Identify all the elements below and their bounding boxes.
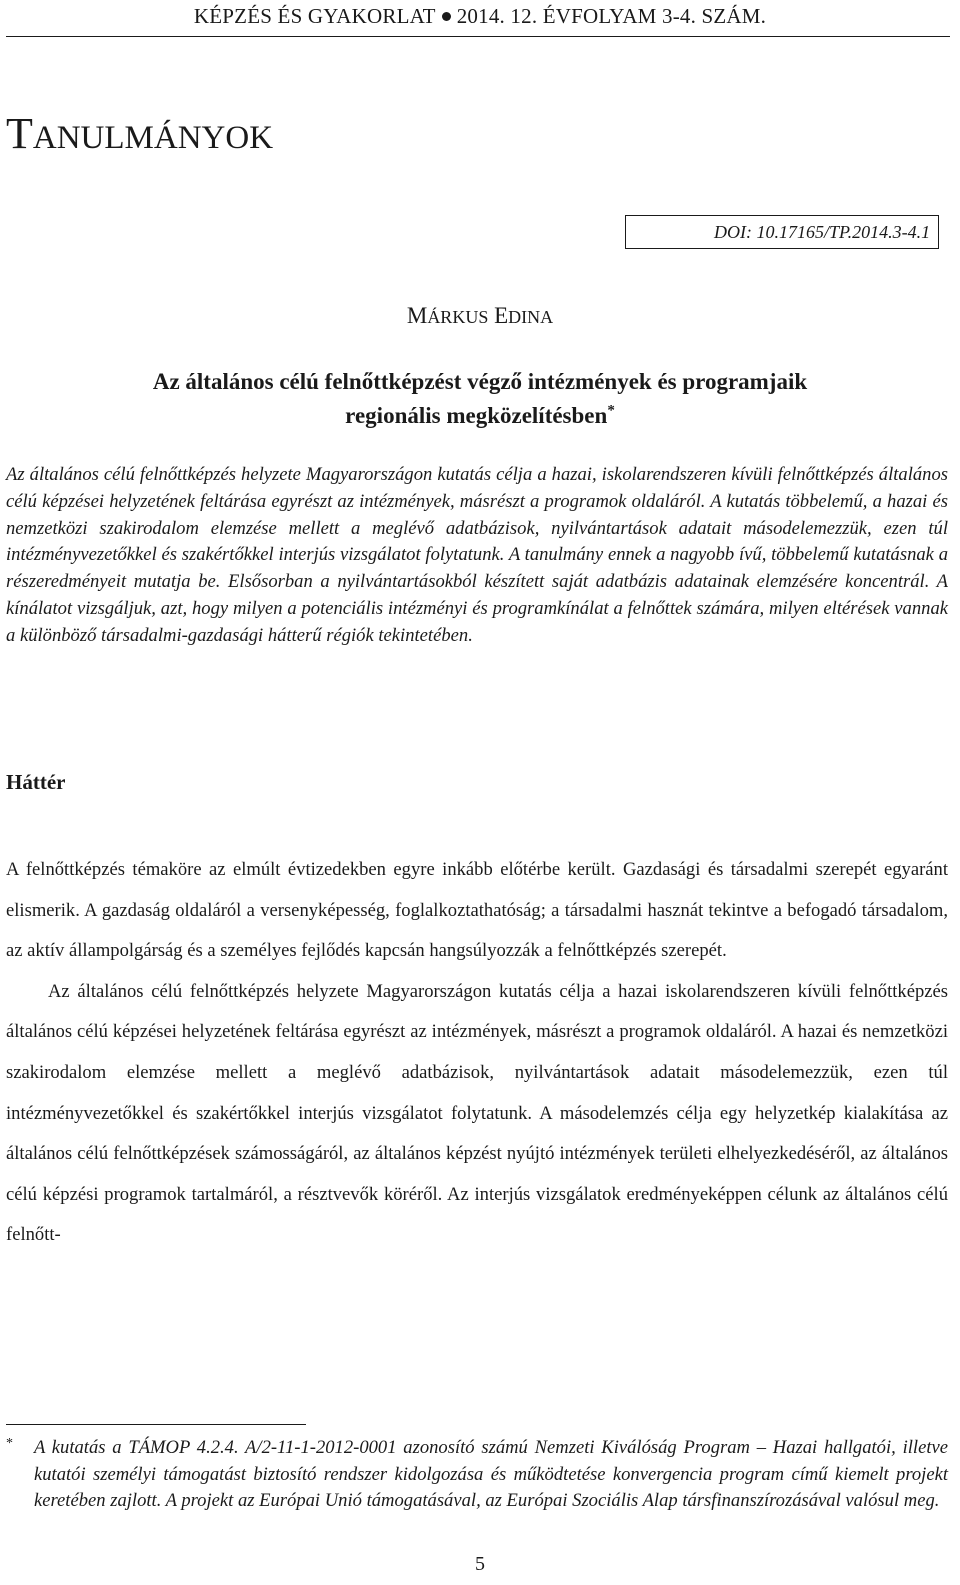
bullet-separator-icon <box>442 12 451 21</box>
body-text <box>6 850 948 1256</box>
doi-text: DOI: 10.17165/TP.2014.3-4.1 <box>714 222 931 242</box>
title-footnote-marker[interactable]: * <box>607 402 615 419</box>
footnote <box>6 1435 948 1515</box>
article-title-line1: Az általános célú felnőttképzést végző intézmények és programjaik <box>152 369 808 394</box>
footnote-text: A kutatás a TÁMOP 4.2.4. A/2-11-1-2012-0001 azonosító számú Nemzeti Kiválóság Program – Hazai hallgatói, illetve kutatói személyi támogatást biztosító rendszer kidolgozása és működtetése konvergencia program című kiemelt projekt keretében zajlott. A projekt az Európai Unió támogatásával, az Európai Szociális Alap társfinanszírozásával valósul meg. <box>34 1437 948 1512</box>
author-last-initial: E <box>494 303 509 328</box>
journal-name: KÉPZÉS ÉS GYAKORLAT <box>193 4 436 28</box>
footnote-marker: * <box>6 1436 13 1451</box>
body-paragraph-1: A felnőttképzés témaköre az elmúlt évtizedekben egyre inkább előtérbe került. Gazdasági és társadalmi szerepét egyaránt elismerik. A gazdaság oldaláról a versenyképesség, foglalkoztathatóság; a társadalmi hasznát tekintve a befogadó társadalom, az aktív állampolgárság és a személyes fejlődés kapcsán hangsúlyozzák a felnőttképzés szerepét. <box>6 859 948 962</box>
running-header <box>0 4 960 29</box>
article-title-line2-text: regionális megközelítésben <box>345 403 608 428</box>
author-first-initial: M <box>406 303 428 328</box>
section-title-rest: ANULMÁNYOK <box>32 120 274 156</box>
author-name <box>0 301 960 332</box>
doi-box <box>625 215 939 249</box>
article-title-line2 <box>0 399 960 433</box>
abstract: Az általános célú felnőttképzés helyzete Magyarországon kutatás célja a hazai, iskolarendszeren kívüli felnőttképzés általános célú képzései helyzetének feltárása egyrészt az intézmények, másrészt a programok oldaláról. A kutatás többelemű, a hazai és nemzetközi szakirodalom elemzése mellett a meglévő adatbázisok, nyilvántartások adatait másodelemezzük, ezen túl intézményvezetőkkel és szakértőkkel interjús vizsgálatot folytatunk. A tanulmány ennek a nagyobb ívű, többelemű kutatásnak a részeredményeit mutatja be. Elsősorban a nyilvántartásokból készített saját adatbázis adatainak elemzésére koncentrál. A kínálatot vizsgáljuk, azt, hogy milyen a potenciális intézményi és programkínálat a felnőttek számára, milyen eltérések vannak a különböző társadalmi-gazdasági hátterű régiók tekintetében. <box>6 464 948 646</box>
issue-info: 2014. 12. ÉVFOLYAM 3-4. SZÁM. <box>456 4 767 28</box>
header-rule <box>6 36 950 37</box>
section-heading-background: Háttér <box>6 770 66 794</box>
author-last-rest: DINA <box>508 307 554 327</box>
section-title <box>6 108 273 164</box>
section-title-initial: T <box>6 109 33 158</box>
page-number: 5 <box>475 1553 485 1575</box>
footnote-rule <box>6 1424 306 1425</box>
author-first-rest: ÁRKUS <box>427 307 489 327</box>
article-title <box>0 365 960 433</box>
body-paragraph-2: Az általános célú felnőttképzés helyzete Magyarországon kutatás célja a hazai iskolarendszeren kívüli felnőttképzés általános célú képzései helyzetének feltárása egyrészt az intézmények, másrészt a programok oldaláról. A hazai és nemzetközi szakirodalom elemzése mellett a meglévő adatbázisok, nyilvántartások adatait másodelemezzük, ezen túl intézményvezetőkkel és szakértőkkel interjús vizsgálatot folytatunk. A másodelemzés célja egy helyzetkép kialakítása az általános célú felnőttképzések számosságáról, az általános képzést nyújtó intézmények területi elhelyezkedéséről, az általános célú képzési programok tartalmáról, a résztvevők köréről. Az interjús vizsgálatok eredményeképpen célunk az általános célú felnőtt- <box>6 980 948 1246</box>
